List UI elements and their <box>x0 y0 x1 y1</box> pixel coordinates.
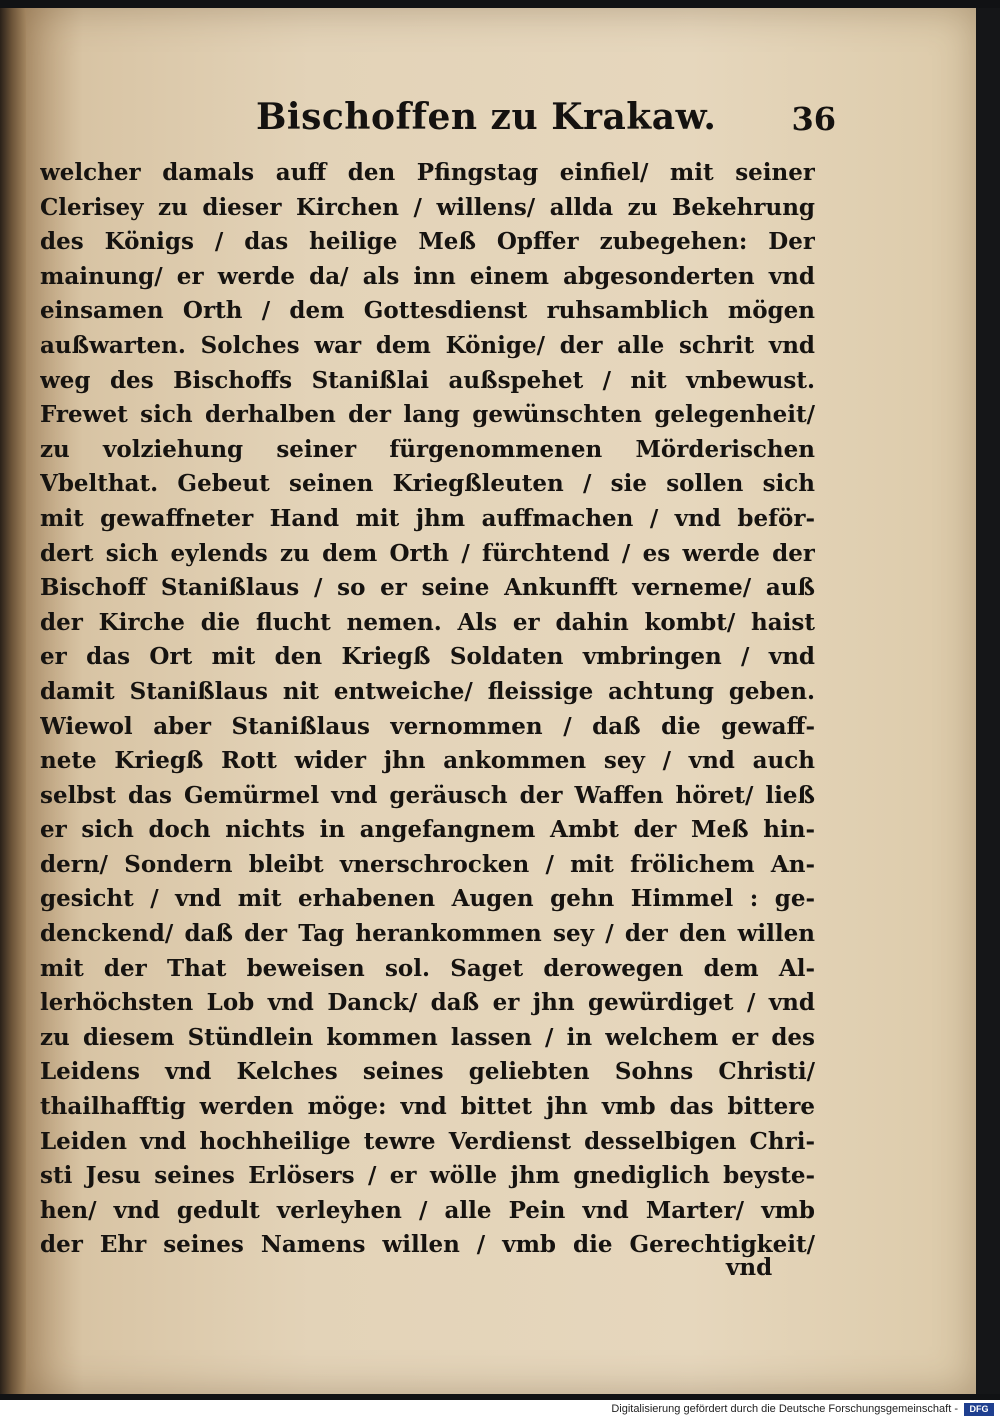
text-line: zu volziehung seiner fürgenommenen Mörderischen <box>40 435 815 463</box>
text-line: Wiewol aber Stanißlaus vernommen / daß die gewaff- <box>40 712 815 740</box>
text-line: damit Stanißlaus nit entweiche/ fleissige achtung geben. <box>40 677 815 705</box>
body-text <box>40 156 815 1263</box>
dfg-logo: DFG <box>964 1403 994 1416</box>
text-line: Leidens vnd Kelches seines geliebten Sohns Christi/ <box>40 1058 815 1086</box>
text-line: zu diesem Stündlein kommen lassen / in welchem er des <box>40 1023 815 1051</box>
book-page <box>26 8 976 1394</box>
text-line: er das Ort mit den Kriegß Soldaten vmbringen / vnd <box>40 643 815 671</box>
book-page-edge <box>0 8 26 1394</box>
text-line: der Ehr seines Namens willen / vmb die Gerechtigkeit/ <box>40 1231 815 1259</box>
text-line: der Kirche die flucht nemen. Als er dahin kombt/ haist <box>40 608 815 636</box>
page-header <box>256 96 836 146</box>
text-line: lerhöchsten Lob vnd Danck/ daß er jhn gewürdiget / vnd <box>40 989 815 1017</box>
text-line: mainung/ er werde da/ als inn einem abgesonderten vnd <box>40 262 815 290</box>
text-line: sti Jesu seines Erlösers / er wölle jhm gnediglich beyste- <box>40 1162 815 1190</box>
text-line: Clerisey zu dieser Kirchen / willens/ allda zu Bekehrung <box>40 193 815 221</box>
scan-margin <box>976 8 1000 1394</box>
text-line: dern/ Sondern bleibt vnerschrocken / mit frölichem An- <box>40 850 815 878</box>
text-line: Vbelthat. Gebeut seinen Kriegßleuten / sie sollen sich <box>40 470 815 498</box>
text-line: er sich doch nichts in angefangnem Ambt der Meß hin- <box>40 816 815 844</box>
text-line: mit gewaffneter Hand mit jhm auffmachen / vnd beför- <box>40 504 815 532</box>
text-line: einsamen Orth / dem Gottesdienst ruhsamblich mögen <box>40 297 815 325</box>
text-line: außwarten. Solches war dem Könige/ der alle schrit vnd <box>40 331 815 359</box>
text-line: Bischoff Stanißlaus / so er seine Ankunfft verneme/ auß <box>40 574 815 602</box>
footer-credit: Digitalisierung gefördert durch die Deutsche Forschungsgemeinschaft - <box>611 1403 958 1415</box>
text-line: dert sich eylends zu dem Orth / fürchtend / es werde der <box>40 539 815 567</box>
text-line: weg des Bischoffs Stanißlai außspehet / nit vnbewust. <box>40 366 815 394</box>
text-line: thailhafftig werden möge: vnd bittet jhn vmb das bittere <box>40 1093 815 1121</box>
catchword: vnd <box>726 1254 773 1281</box>
text-line: denckend/ daß der Tag herankommen sey / der den willen <box>40 920 815 948</box>
text-line: des Königs / das heilige Meß Opffer zubegehen: Der <box>40 228 815 256</box>
text-line: hen/ vnd gedult verleyhen / alle Pein vnd Marter/ vmb <box>40 1196 815 1224</box>
text-line: Leiden vnd hochheilige tewre Verdienst desselbigen Chri- <box>40 1127 815 1155</box>
text-line: selbst das Gemürmel vnd geräusch der Waffen höret/ ließ <box>40 781 815 809</box>
text-line: welcher damals auff den Pfingstag einfiel/ mit seiner <box>40 159 815 186</box>
text-line: mit der That beweisen sol. Saget derowegen dem Al- <box>40 954 815 982</box>
running-title: Bischoffen zu Krakaw. <box>256 96 717 138</box>
text-line: nete Kriegß Rott wider jhn ankommen sey / vnd auch <box>40 747 815 775</box>
digitization-footer <box>0 1400 1000 1420</box>
text-line: gesicht / vnd mit erhabenen Augen gehn Himmel : ge- <box>40 885 815 913</box>
page-number: 36 <box>791 100 836 138</box>
text-line: Frewet sich derhalben der lang gewünschten gelegenheit/ <box>40 401 815 429</box>
